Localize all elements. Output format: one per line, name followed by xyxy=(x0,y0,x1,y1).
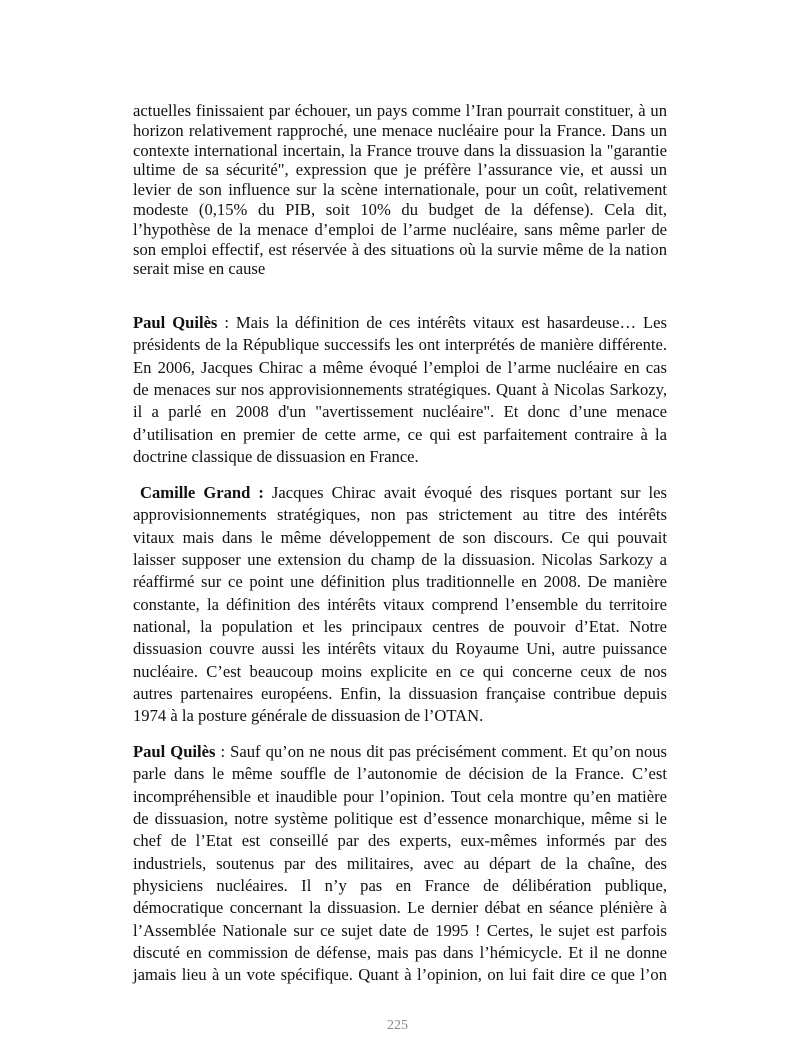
text-line xyxy=(133,334,667,356)
text-line xyxy=(133,763,667,785)
text-line xyxy=(133,571,667,593)
text-line xyxy=(133,446,667,468)
line-text: incompréhensible et inaudible pour l’opinion. Tout cela montre qu’en matière xyxy=(133,786,667,806)
line-text: de menaces sur nos approvisionnements stratégiques. Quant à Nicolas Sarkozy, xyxy=(133,380,667,400)
line-text: de dissuasion, notre système politique est d’essence monarchique, même si le xyxy=(133,809,667,829)
text-line xyxy=(133,401,667,423)
text-line xyxy=(133,357,667,379)
line-text: modeste (0,15% du PIB, soit 10% du budget de la défense). Cela dit, xyxy=(133,199,667,219)
line-text: il a parlé en 2008 d'un "avertissement nucléaire". Et donc d’une menace xyxy=(133,402,667,422)
text-line xyxy=(133,259,667,279)
line-text: actuelles finissaient par échouer, un pays comme l’Iran pourrait constituer, à un xyxy=(133,101,667,120)
line-text: : Sauf qu’on ne nous dit pas précisément comment. Et qu’on nous xyxy=(215,742,667,761)
text-line xyxy=(133,527,667,549)
line-text: nucléaire. C’est beaucoup moins explicite en ce qui concerne ceux de nos xyxy=(133,661,667,681)
speaker-name: Paul Quilès xyxy=(133,313,218,332)
text-line xyxy=(133,180,667,200)
line-text: chef de l’Etat est conseillé par des experts, eux-mêmes informés par des xyxy=(133,831,667,851)
line-text: dissuasion couvre aussi les intérêts vitaux du Royaume Uni, autre puissance xyxy=(133,639,667,659)
text-line xyxy=(133,942,667,964)
line-text: serait mise en cause xyxy=(133,259,266,279)
line-text: démocratique concernant la dissuasion. Le dernier débat en séance plénière à xyxy=(133,898,667,918)
line-text: ultime de sa sécurité", expression que je préfère l’assurance vie, et aussi un xyxy=(133,160,667,180)
text-line xyxy=(133,853,667,875)
text-line xyxy=(133,240,667,260)
line-text: horizon relativement rapproché, une menace nucléaire pour la France. Dans un xyxy=(133,120,667,140)
text-line xyxy=(133,594,667,616)
text-line xyxy=(133,830,667,852)
line-text: levier de son influence sur la scène internationale, pour un coût, relativement xyxy=(133,180,667,200)
paragraph xyxy=(133,741,667,987)
page-number: 225 xyxy=(387,1018,408,1033)
text-line xyxy=(133,964,667,986)
line-text: physiciens nucléaires. Il n’y pas en France de délibération publique, xyxy=(133,876,667,896)
line-text: Jacques Chirac avait évoqué des risques portant sur les xyxy=(263,483,667,502)
speaker-name: Camille Grand : xyxy=(140,483,264,502)
text-line xyxy=(133,661,667,683)
line-text: vitaux mais dans le même développement de son discours. Ce qui pouvait xyxy=(133,527,667,547)
line-text: jamais lieu à un vote spécifique. Quant à l’opinion, on lui fait dire ce que l’on xyxy=(133,965,667,985)
text-line xyxy=(133,379,667,401)
text-line xyxy=(133,121,667,141)
line-text: En 2006, Jacques Chirac a même évoqué l’emploi de l’arme nucléaire en cas xyxy=(133,357,667,377)
text-line xyxy=(133,141,667,161)
text-line xyxy=(133,616,667,638)
line-text: 1974 à la posture générale de dissuasion de l’OTAN. xyxy=(133,706,484,726)
line-text: approvisionnements stratégiques, non pas strictement au titre des intérêts xyxy=(133,505,667,525)
line-text: d’utilisation en premier de cette arme, ce qui est parfaitement contraire à la xyxy=(133,424,667,444)
line-text: son emploi effectif, est réservée à des situations où la survie même de la nation xyxy=(133,239,667,259)
text-line xyxy=(133,683,667,705)
line-text: l’Assemblée Nationale sur ce sujet date de 1995 ! Certes, le sujet est parfois xyxy=(133,920,667,940)
text-line xyxy=(133,808,667,830)
line-text: l’hypothèse de la menace d’emploi de l’arme nucléaire, sans même parler de xyxy=(133,219,667,239)
paragraph xyxy=(133,482,667,728)
text-line xyxy=(133,786,667,808)
line-text: laisser supposer une extension du champ de la dissuasion. Nicolas Sarkozy a xyxy=(133,550,667,570)
text-line xyxy=(133,875,667,897)
line-text: contexte international incertain, la France trouve dans la dissuasion la "garantie xyxy=(133,140,667,160)
line-text: national, la population et les principaux centres de pouvoir d’Etat. Notre xyxy=(133,617,667,637)
line-text: doctrine classique de dissuasion en France. xyxy=(133,447,419,467)
text-line xyxy=(133,220,667,240)
text-line xyxy=(133,741,667,763)
text-line xyxy=(133,504,667,526)
text-line xyxy=(133,920,667,942)
text-line xyxy=(133,160,667,180)
line-text: discuté en commission de défense, mais pas dans l’hémicycle. Et il ne donne xyxy=(133,943,667,963)
line-text: constante, la définition des intérêts vitaux comprend l’ensemble du territoire xyxy=(133,594,667,614)
text-line xyxy=(133,705,667,727)
text-line xyxy=(133,482,667,504)
line-text: autres partenaires européens. Enfin, la dissuasion française contribue depuis xyxy=(133,684,667,704)
line-text: réaffirmé sur ce point une définition plus traditionnelle en 2008. De manière xyxy=(133,572,667,592)
text-line xyxy=(133,424,667,446)
text-line xyxy=(133,638,667,660)
paragraph xyxy=(133,101,667,279)
text-line xyxy=(133,897,667,919)
speaker-name: Paul Quilès xyxy=(133,742,216,761)
text-line xyxy=(133,549,667,571)
text-line xyxy=(133,200,667,220)
line-text: parle dans le même souffle de l’autonomie de décision de la France. C’est xyxy=(133,764,667,784)
text-line xyxy=(133,312,667,334)
line-text: présidents de la République successifs les ont interprétés de manière différente. xyxy=(133,335,667,355)
text-line xyxy=(133,101,667,121)
paragraph xyxy=(133,312,667,468)
line-text: : Mais la définition de ces intérêts vitaux est hasardeuse… Les xyxy=(217,313,667,332)
line-text: industriels, soutenus par des militaires, avec au départ de la chaîne, des xyxy=(133,853,667,873)
